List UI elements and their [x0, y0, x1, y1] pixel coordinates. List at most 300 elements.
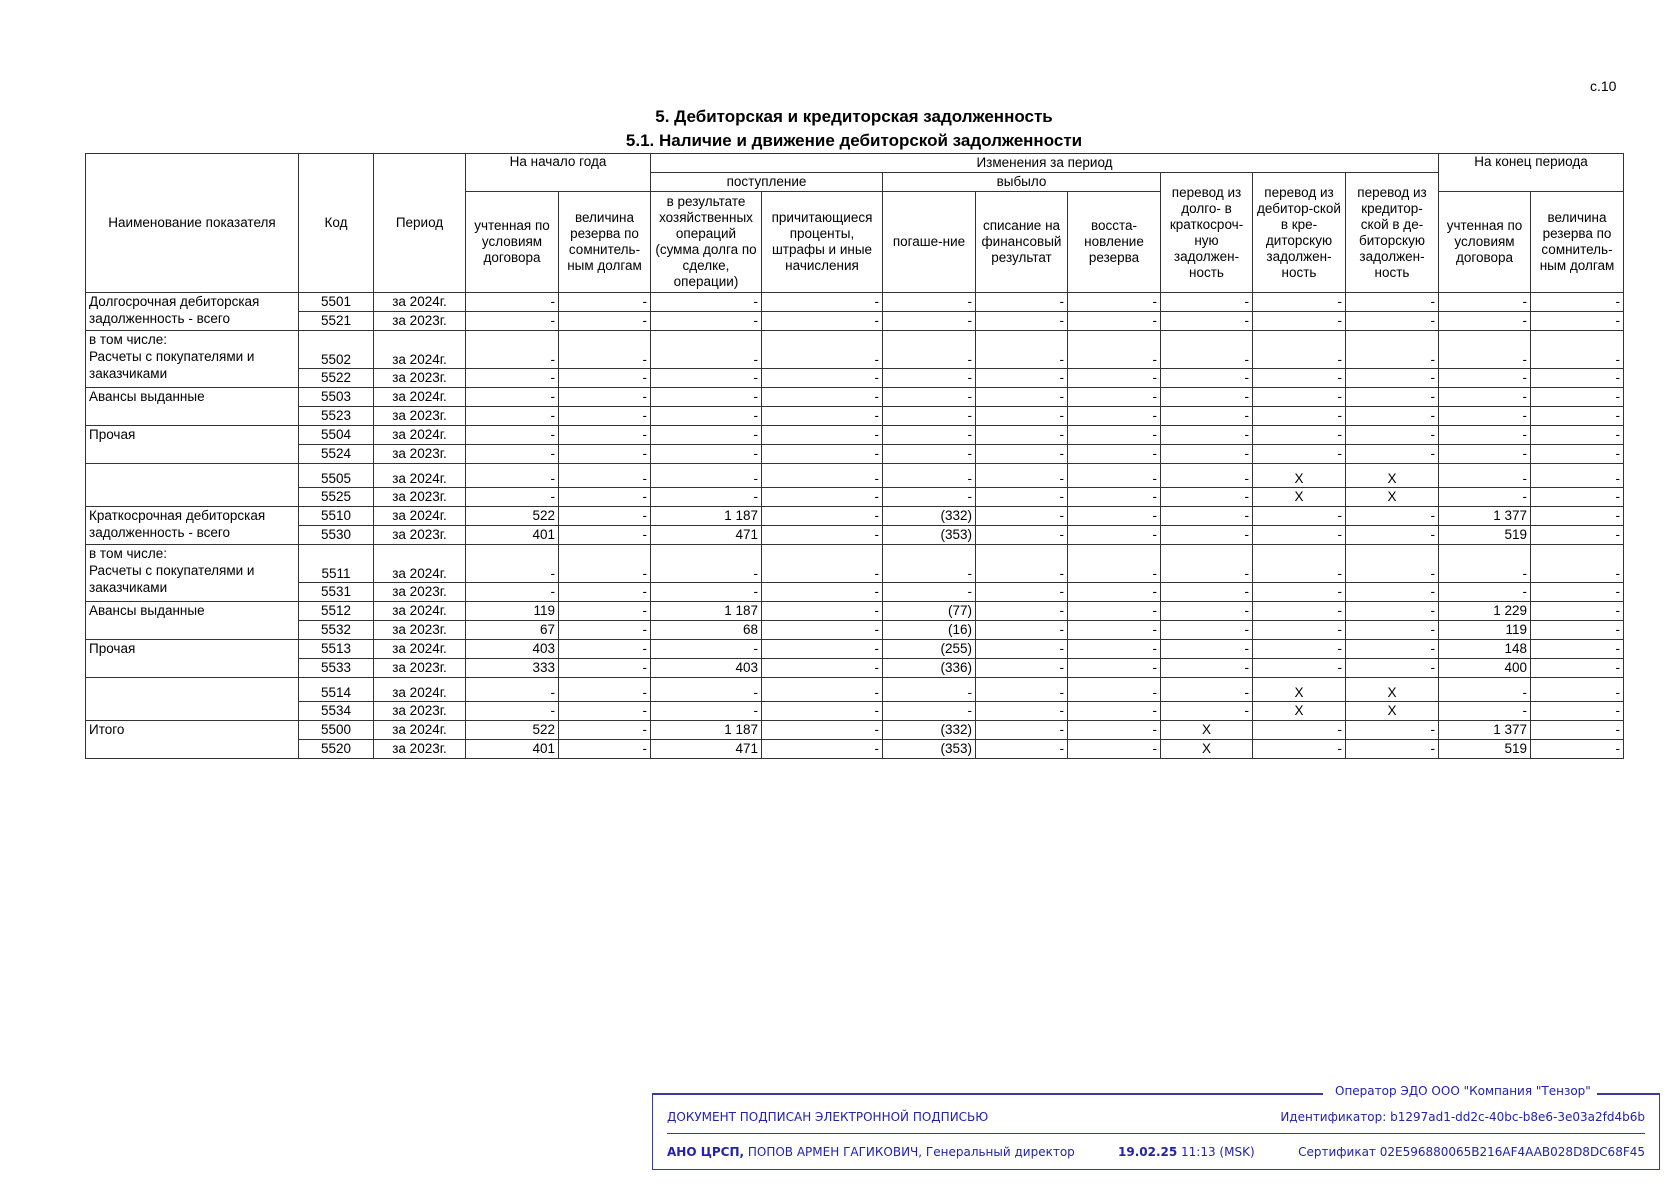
value-cell: - — [1346, 312, 1439, 331]
table-row — [86, 488, 1624, 507]
value-cell: - — [1161, 640, 1253, 659]
row-code: 5520 — [299, 740, 374, 759]
value-cell: 1 229 — [1439, 602, 1531, 621]
header-transfer-long-short: перевод из долго- в краткосроч-ную задолжен-ность — [1161, 173, 1253, 293]
value-cell: - — [976, 464, 1068, 488]
signature-datetime — [1118, 1145, 1255, 1159]
table-row — [86, 464, 1624, 488]
header-start-recorded: учтенная по условиям договора — [466, 192, 559, 293]
value-cell: - — [762, 721, 883, 740]
value-cell: - — [466, 312, 559, 331]
table-row — [86, 407, 1624, 426]
value-cell: - — [1439, 426, 1531, 445]
value-cell: - — [976, 721, 1068, 740]
value-cell: - — [1439, 464, 1531, 488]
value-cell: - — [1068, 331, 1161, 369]
value-cell: - — [1531, 464, 1624, 488]
row-name: Итого — [86, 721, 299, 759]
value-cell: - — [466, 464, 559, 488]
row-period: за 2023г. — [374, 740, 466, 759]
value-cell: X — [1161, 721, 1253, 740]
value-cell: - — [1439, 407, 1531, 426]
value-cell: - — [1439, 293, 1531, 312]
value-cell: (16) — [883, 621, 976, 640]
value-cell: - — [976, 602, 1068, 621]
value-cell: - — [559, 678, 651, 702]
header-outflow: выбыло — [883, 173, 1161, 192]
value-cell: - — [762, 526, 883, 545]
value-cell: - — [976, 369, 1068, 388]
value-cell: - — [466, 369, 559, 388]
signer-org: АНО ЦРСП, — [667, 1145, 745, 1159]
value-cell: - — [762, 702, 883, 721]
value-cell: - — [976, 702, 1068, 721]
table-row — [86, 426, 1624, 445]
value-cell: - — [559, 602, 651, 621]
row-period: за 2024г. — [374, 293, 466, 312]
value-cell: - — [559, 526, 651, 545]
value-cell: - — [762, 312, 883, 331]
table-row — [86, 721, 1624, 740]
value-cell: - — [1439, 488, 1531, 507]
value-cell: - — [1253, 426, 1346, 445]
header-income: поступление — [651, 173, 883, 192]
value-cell: - — [651, 583, 762, 602]
row-code: 5524 — [299, 445, 374, 464]
value-cell: - — [1253, 583, 1346, 602]
value-cell: - — [1253, 369, 1346, 388]
value-cell: - — [559, 583, 651, 602]
value-cell: - — [651, 369, 762, 388]
value-cell: - — [466, 388, 559, 407]
table-row — [86, 445, 1624, 464]
value-cell: - — [1346, 740, 1439, 759]
value-cell: - — [976, 445, 1068, 464]
header-period: Период — [374, 154, 466, 293]
value-cell: - — [762, 331, 883, 369]
row-period: за 2023г. — [374, 488, 466, 507]
value-cell: 1 377 — [1439, 721, 1531, 740]
value-cell: - — [1068, 445, 1161, 464]
table-row — [86, 293, 1624, 312]
e-signature-stamp — [652, 1084, 1660, 1170]
value-cell: - — [1439, 369, 1531, 388]
row-code: 5533 — [299, 659, 374, 678]
value-cell: 119 — [466, 602, 559, 621]
value-cell: - — [883, 545, 976, 583]
value-cell: - — [1068, 312, 1161, 331]
table-row — [86, 331, 1624, 369]
value-cell: - — [559, 312, 651, 331]
table-row — [86, 312, 1624, 331]
row-code: 5510 — [299, 507, 374, 526]
value-cell: - — [1161, 621, 1253, 640]
value-cell: X — [1346, 464, 1439, 488]
value-cell: - — [1531, 740, 1624, 759]
value-cell: - — [1161, 545, 1253, 583]
value-cell: 401 — [466, 740, 559, 759]
value-cell: - — [1161, 464, 1253, 488]
value-cell: - — [559, 464, 651, 488]
row-name: Авансы выданные — [86, 602, 299, 640]
row-code: 5532 — [299, 621, 374, 640]
signer — [667, 1145, 1075, 1159]
row-period: за 2024г. — [374, 640, 466, 659]
row-period: за 2024г. — [374, 388, 466, 407]
value-cell: - — [651, 702, 762, 721]
value-cell: - — [466, 678, 559, 702]
value-cell: - — [762, 369, 883, 388]
value-cell: - — [762, 545, 883, 583]
value-cell: - — [883, 426, 976, 445]
value-cell: X — [1253, 678, 1346, 702]
value-cell: - — [559, 369, 651, 388]
value-cell: - — [762, 621, 883, 640]
value-cell: - — [651, 407, 762, 426]
value-cell: - — [1531, 507, 1624, 526]
value-cell: - — [1068, 388, 1161, 407]
value-cell: (255) — [883, 640, 976, 659]
value-cell: 1 377 — [1439, 507, 1531, 526]
value-cell: - — [883, 369, 976, 388]
value-cell: - — [762, 293, 883, 312]
value-cell: - — [559, 659, 651, 678]
value-cell: 119 — [1439, 621, 1531, 640]
value-cell: - — [1068, 488, 1161, 507]
value-cell: - — [1068, 293, 1161, 312]
value-cell: - — [883, 702, 976, 721]
value-cell: - — [976, 659, 1068, 678]
value-cell: 519 — [1439, 740, 1531, 759]
value-cell: - — [1068, 602, 1161, 621]
value-cell: X — [1346, 678, 1439, 702]
value-cell: - — [559, 445, 651, 464]
value-cell: 403 — [466, 640, 559, 659]
row-code: 5514 — [299, 678, 374, 702]
value-cell: - — [976, 526, 1068, 545]
value-cell: - — [651, 545, 762, 583]
value-cell: - — [1346, 659, 1439, 678]
page-number: с.10 — [1590, 78, 1617, 94]
value-cell: - — [1253, 659, 1346, 678]
value-cell: 403 — [651, 659, 762, 678]
value-cell: - — [1253, 507, 1346, 526]
table-body — [86, 293, 1624, 759]
value-cell: - — [1531, 388, 1624, 407]
value-cell: - — [1439, 545, 1531, 583]
value-cell: - — [1531, 293, 1624, 312]
row-name: Долгосрочная дебиторская задолженность - всего — [86, 293, 299, 331]
table-row — [86, 602, 1624, 621]
value-cell: - — [883, 312, 976, 331]
value-cell: (332) — [883, 507, 976, 526]
value-cell: - — [1346, 407, 1439, 426]
header-income-interest: причитающиеся проценты, штрафы и иные начисления — [762, 192, 883, 293]
value-cell: (353) — [883, 740, 976, 759]
value-cell: - — [1531, 545, 1624, 583]
value-cell: - — [1068, 583, 1161, 602]
row-code: 5513 — [299, 640, 374, 659]
value-cell: 1 187 — [651, 721, 762, 740]
value-cell: - — [1161, 702, 1253, 721]
row-name: в том числе: Расчеты с покупателями и заказчиками — [86, 545, 299, 602]
row-period: за 2023г. — [374, 312, 466, 331]
value-cell: - — [651, 312, 762, 331]
value-cell: - — [1346, 445, 1439, 464]
value-cell: - — [1161, 426, 1253, 445]
value-cell: - — [976, 545, 1068, 583]
value-cell: - — [1068, 721, 1161, 740]
value-cell: - — [1161, 293, 1253, 312]
signer-name: ПОПОВ АРМЕН ГАГИКОВИЧ, Генеральный директор — [744, 1145, 1075, 1159]
row-period: за 2023г. — [374, 621, 466, 640]
value-cell: - — [762, 583, 883, 602]
value-cell: - — [976, 678, 1068, 702]
value-cell: - — [1531, 312, 1624, 331]
signature-time: 11:13 (MSK) — [1177, 1145, 1255, 1159]
header-end: На конец периода — [1439, 154, 1624, 192]
value-cell: - — [1253, 312, 1346, 331]
value-cell: 333 — [466, 659, 559, 678]
header-end-recorded: учтенная по условиям договора — [1439, 192, 1531, 293]
value-cell: - — [1531, 407, 1624, 426]
table-title: 5.1. Наличие и движение дебиторской задолженности — [625, 131, 1083, 150]
value-cell: - — [762, 740, 883, 759]
value-cell: - — [1346, 388, 1439, 407]
value-cell: - — [559, 702, 651, 721]
row-period: за 2024г. — [374, 426, 466, 445]
row-period: за 2024г. — [374, 331, 466, 369]
value-cell: - — [1346, 583, 1439, 602]
header-outflow-writeoff: списание на финансовый результат — [976, 192, 1068, 293]
value-cell: - — [559, 488, 651, 507]
value-cell: X — [1253, 464, 1346, 488]
value-cell: - — [1253, 331, 1346, 369]
value-cell: - — [1253, 602, 1346, 621]
value-cell: - — [1068, 702, 1161, 721]
value-cell: - — [1161, 369, 1253, 388]
value-cell: - — [883, 678, 976, 702]
row-name: Прочая — [86, 640, 299, 678]
value-cell: - — [883, 464, 976, 488]
value-cell: - — [559, 621, 651, 640]
value-cell: (336) — [883, 659, 976, 678]
value-cell: - — [1531, 526, 1624, 545]
value-cell: - — [1253, 740, 1346, 759]
receivables-table — [85, 153, 1624, 759]
value-cell: - — [651, 293, 762, 312]
header-name: Наименование показателя — [86, 154, 299, 293]
row-period: за 2023г. — [374, 702, 466, 721]
value-cell: - — [1531, 488, 1624, 507]
table-row — [86, 388, 1624, 407]
value-cell: - — [1531, 602, 1624, 621]
value-cell: - — [1161, 526, 1253, 545]
value-cell: - — [559, 388, 651, 407]
value-cell: - — [651, 445, 762, 464]
table-row — [86, 702, 1624, 721]
value-cell: - — [1346, 621, 1439, 640]
table-row — [86, 583, 1624, 602]
value-cell: - — [1161, 312, 1253, 331]
value-cell: - — [762, 602, 883, 621]
value-cell: - — [1068, 545, 1161, 583]
header-code: Код — [299, 154, 374, 293]
value-cell: - — [1346, 545, 1439, 583]
value-cell: 67 — [466, 621, 559, 640]
value-cell: - — [1161, 507, 1253, 526]
value-cell: - — [976, 388, 1068, 407]
value-cell: - — [1531, 369, 1624, 388]
value-cell: - — [762, 640, 883, 659]
value-cell: - — [762, 659, 883, 678]
value-cell: - — [1068, 621, 1161, 640]
value-cell: - — [1068, 678, 1161, 702]
value-cell: - — [1253, 640, 1346, 659]
value-cell: - — [1161, 331, 1253, 369]
table-row — [86, 526, 1624, 545]
header-start: На начало года — [466, 154, 651, 192]
value-cell: - — [762, 426, 883, 445]
row-code: 5530 — [299, 526, 374, 545]
header-transfer-cred-deb: перевод из кредитор-ской в де-биторскую задолжен-ность — [1346, 173, 1439, 293]
value-cell: - — [1161, 445, 1253, 464]
value-cell: - — [762, 407, 883, 426]
section-title: 5. Дебиторская и кредиторская задолженность — [655, 107, 1053, 126]
row-period: за 2024г. — [374, 678, 466, 702]
value-cell: X — [1161, 740, 1253, 759]
value-cell: - — [976, 293, 1068, 312]
table-row — [86, 621, 1624, 640]
row-code: 5512 — [299, 602, 374, 621]
row-code: 5525 — [299, 488, 374, 507]
value-cell: - — [466, 293, 559, 312]
value-cell: - — [1346, 507, 1439, 526]
row-code: 5534 — [299, 702, 374, 721]
row-period: за 2023г. — [374, 369, 466, 388]
row-name: Краткосрочная дебиторская задолженность - всего — [86, 507, 299, 545]
row-period: за 2023г. — [374, 526, 466, 545]
value-cell: 400 — [1439, 659, 1531, 678]
value-cell: X — [1253, 488, 1346, 507]
value-cell: 471 — [651, 526, 762, 545]
value-cell: - — [651, 426, 762, 445]
row-code: 5505 — [299, 464, 374, 488]
row-period: за 2023г. — [374, 659, 466, 678]
row-period: за 2024г. — [374, 602, 466, 621]
row-code: 5504 — [299, 426, 374, 445]
value-cell: - — [762, 507, 883, 526]
header-income-ops: в результате хозяйственных операций (сумма долга по сделке, операции) — [651, 192, 762, 293]
row-code: 5521 — [299, 312, 374, 331]
signature-date: 19.02.25 — [1118, 1145, 1178, 1159]
value-cell: - — [1253, 445, 1346, 464]
value-cell: - — [762, 388, 883, 407]
value-cell: - — [1068, 407, 1161, 426]
value-cell: - — [1161, 488, 1253, 507]
table-row — [86, 369, 1624, 388]
value-cell: (353) — [883, 526, 976, 545]
value-cell: - — [1161, 602, 1253, 621]
row-code: 5523 — [299, 407, 374, 426]
value-cell: - — [1439, 312, 1531, 331]
value-cell: - — [1346, 369, 1439, 388]
value-cell: - — [651, 388, 762, 407]
value-cell: 148 — [1439, 640, 1531, 659]
edo-operator: Оператор ЭДО ООО "Компания "Тензор" — [1329, 1084, 1597, 1098]
value-cell: - — [883, 293, 976, 312]
value-cell: - — [1253, 293, 1346, 312]
value-cell: - — [883, 445, 976, 464]
value-cell: - — [559, 426, 651, 445]
value-cell: 522 — [466, 507, 559, 526]
value-cell: - — [1531, 721, 1624, 740]
value-cell: - — [883, 407, 976, 426]
value-cell: - — [559, 545, 651, 583]
value-cell: - — [1439, 388, 1531, 407]
value-cell: - — [1531, 445, 1624, 464]
value-cell: - — [1531, 702, 1624, 721]
row-code: 5522 — [299, 369, 374, 388]
value-cell: - — [1068, 426, 1161, 445]
table-row — [86, 659, 1624, 678]
value-cell: - — [1253, 388, 1346, 407]
value-cell: - — [651, 640, 762, 659]
value-cell: - — [651, 464, 762, 488]
value-cell: - — [1439, 583, 1531, 602]
value-cell: - — [976, 331, 1068, 369]
value-cell: - — [466, 331, 559, 369]
value-cell: - — [559, 507, 651, 526]
table-row — [86, 545, 1624, 583]
row-period: за 2024г. — [374, 507, 466, 526]
value-cell: - — [651, 678, 762, 702]
value-cell: - — [1439, 331, 1531, 369]
value-cell: - — [1161, 678, 1253, 702]
value-cell: - — [1068, 507, 1161, 526]
value-cell: - — [883, 331, 976, 369]
value-cell: - — [1531, 640, 1624, 659]
value-cell: - — [762, 445, 883, 464]
value-cell: - — [976, 426, 1068, 445]
header-outflow-repay: погаше-ние — [883, 192, 976, 293]
value-cell: - — [1439, 678, 1531, 702]
table-row — [86, 740, 1624, 759]
value-cell: - — [1253, 526, 1346, 545]
header-changes: Изменения за период — [651, 154, 1439, 173]
row-period: за 2024г. — [374, 721, 466, 740]
value-cell: - — [466, 407, 559, 426]
value-cell: - — [976, 488, 1068, 507]
row-code: 5501 — [299, 293, 374, 312]
value-cell: 519 — [1439, 526, 1531, 545]
row-code: 5511 — [299, 545, 374, 583]
value-cell: - — [1531, 621, 1624, 640]
value-cell: - — [976, 640, 1068, 659]
row-period: за 2023г. — [374, 407, 466, 426]
value-cell: - — [1253, 545, 1346, 583]
value-cell: 522 — [466, 721, 559, 740]
value-cell: - — [1531, 426, 1624, 445]
value-cell: 471 — [651, 740, 762, 759]
value-cell: - — [1068, 464, 1161, 488]
value-cell: - — [976, 312, 1068, 331]
table-row — [86, 507, 1624, 526]
value-cell: - — [883, 488, 976, 507]
value-cell: - — [1253, 407, 1346, 426]
row-code: 5503 — [299, 388, 374, 407]
value-cell: - — [1161, 583, 1253, 602]
